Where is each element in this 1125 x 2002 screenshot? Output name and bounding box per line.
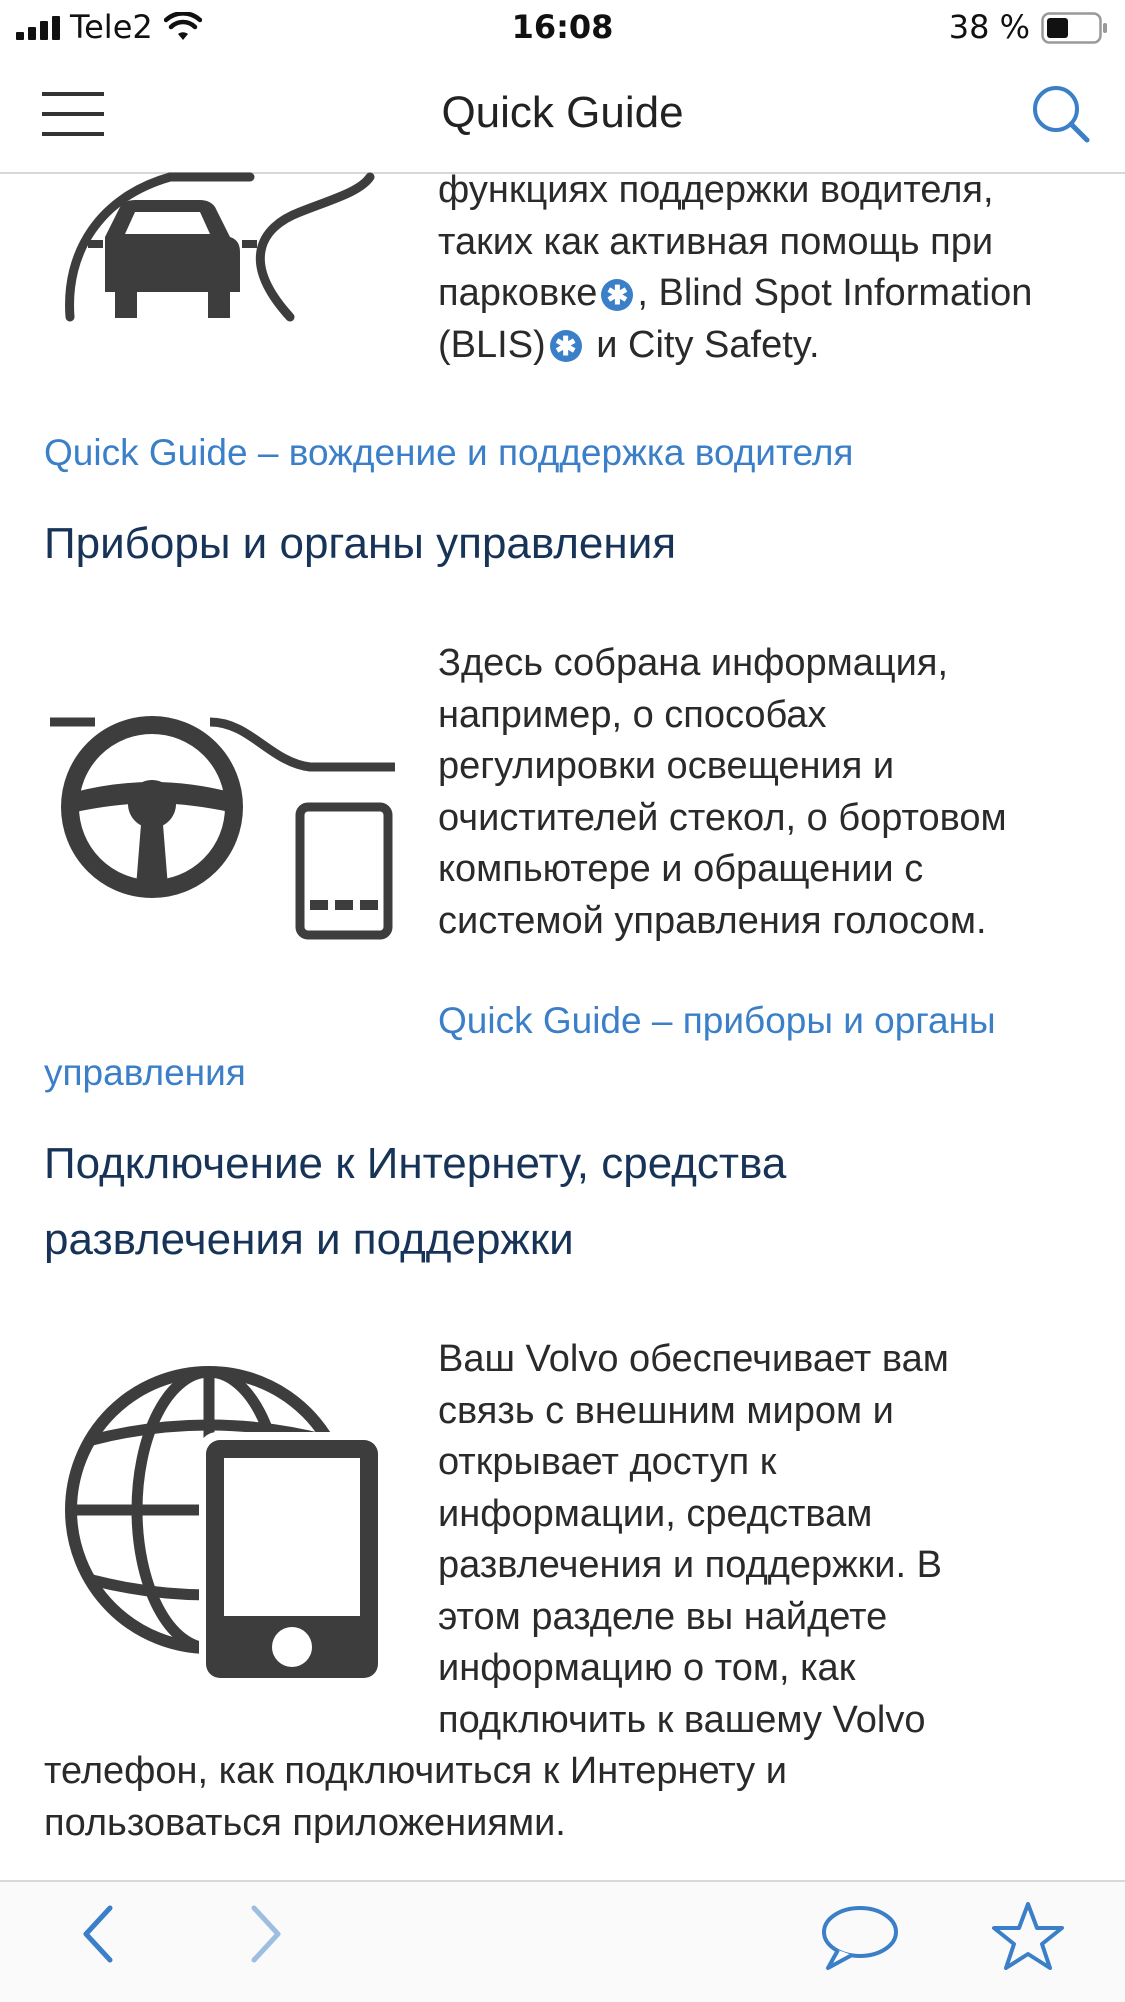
battery-icon [1041, 12, 1109, 44]
status-bar [0, 0, 1125, 58]
bottom-toolbar [0, 1880, 1125, 2002]
connectivity-description-continued: телефон, как подключиться к Интернету и пользоваться приложениями. [44, 1750, 787, 1844]
heading-instruments: Приборы и органы управления [44, 519, 677, 568]
navigation-bar [0, 58, 1125, 174]
steering-wheel-icon [50, 712, 400, 942]
heading-connectivity: Подключение к Интернету, средства развлечения и поддержки [44, 1139, 787, 1264]
globe-phone-icon [64, 1350, 384, 1680]
option-plus-icon[interactable]: ✱ [550, 330, 582, 362]
option-plus-icon[interactable]: ✱ [601, 279, 633, 311]
instruments-description: Здесь собрана информация, например, о способах регулировки освещения и очистителей стекол, о бортовом компьютере и обращении с системой управления голосом. [438, 642, 1007, 942]
chat-icon[interactable] [820, 1904, 900, 1972]
connectivity-description: Ваш Volvo обеспечивает вам связь с внешним миром и открывает доступ к информации, средствам развлечения и поддержки. В этом разделе вы найдете информацию о том, как подключить к вашему Volvo [438, 1338, 949, 1741]
link-instruments-continued[interactable]: управления [44, 1052, 246, 1093]
clock: 16:08 [511, 8, 614, 46]
star-icon[interactable] [990, 1900, 1066, 1972]
carrier-label: Tele2 [70, 8, 153, 46]
car-driving-icon [60, 172, 380, 322]
battery-percent: 38 % [948, 8, 1030, 46]
page-title: Quick Guide [441, 88, 684, 137]
driving-description: функциях поддержки водителя, таких как активная помощь при парковке ✱ , Blind Spot Information (BLIS) ✱ и City Safety. [438, 172, 1033, 366]
link-driving-support[interactable]: Quick Guide – вождение и поддержка водителя [44, 432, 854, 473]
search-icon[interactable] [1031, 84, 1091, 144]
content-area[interactable] [0, 172, 1125, 1880]
link-instruments[interactable]: Quick Guide – приборы и органы [438, 1000, 996, 1041]
forward-arrow-icon[interactable] [246, 1902, 286, 1966]
back-arrow-icon[interactable] [78, 1902, 118, 1966]
